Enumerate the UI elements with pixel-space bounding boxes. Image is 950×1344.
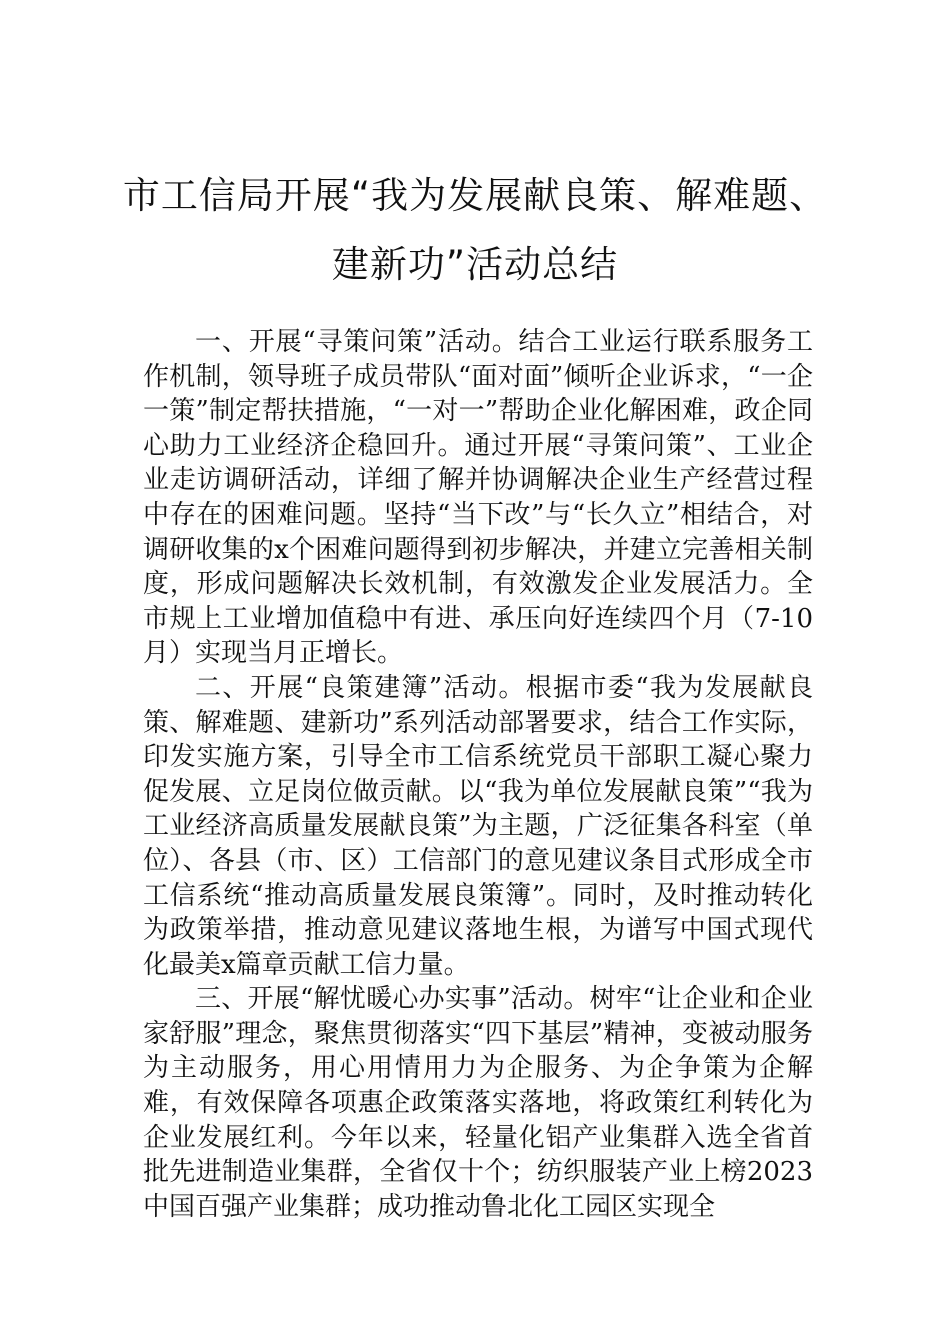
paragraph-3: 三、开展“解忧暖心办实事”活动。树牢“让企业和企业家舒服”理念，聚焦贯彻落实“四下基层”精神，变被动服务为主动服务，用心用情用力为企服务、为企争策为企解难，有效保障各项惠企政策落实落地，将政策红利转化为企业发展红利。今年以来，轻量化铝产业集群入选全省首批先进制造业集群，全省仅十个；纺织服装产业上榜2023中国百强产业集群；成功推动鲁北化工园区实现全	[143, 984, 813, 1222]
document-title-line-1: 市工信局开展“我为发展献良策、解难题、	[122, 174, 828, 217]
document-title-line-2: 建新功”活动总结	[331, 243, 619, 286]
paragraph-2: 二、开展“良策建簿”活动。根据市委“我为发展献良策、解难题、建新功”系列活动部署要求，结合工作实际，印发实施方案，引导全市工信系统党员干部职工凝心聚力促发展、立足岗位做贡献。以“我为单位发展献良策”“我为工业经济高质量发展献良策”为主题，广泛征集各科室（单位）、各县（市、区）工信部门的意见建议条目式形成全市工信系统“推动高质量发展良策簿”。同时，及时推动转化为政策举措，推动意见建议落地生根，为谱写中国式现代化最美x篇章贡献工信力量。	[143, 672, 813, 980]
paragraph-1: 一、开展“寻策问策”活动。结合工业运行联系服务工作机制，领导班子成员带队“面对面”倾听企业诉求，“一企一策”制定帮扶措施，“一对一”帮助企业化解困难，政企同心助力工业经济企稳回升。通过开展“寻策问策”、工业企业走访调研活动，详细了解并协调解决企业生产经营过程中存在的困难问题。坚持“当下改”与“长久立”相结合，对调研收集的x个困难问题得到初步解决，并建立完善相关制度，形成问题解决长效机制，有效激发企业发展活力。全市规上工业增加值稳中有进、承压向好连续四个月（7-10月）实现当月正增长。	[143, 327, 813, 669]
document-body	[143, 325, 813, 1224]
